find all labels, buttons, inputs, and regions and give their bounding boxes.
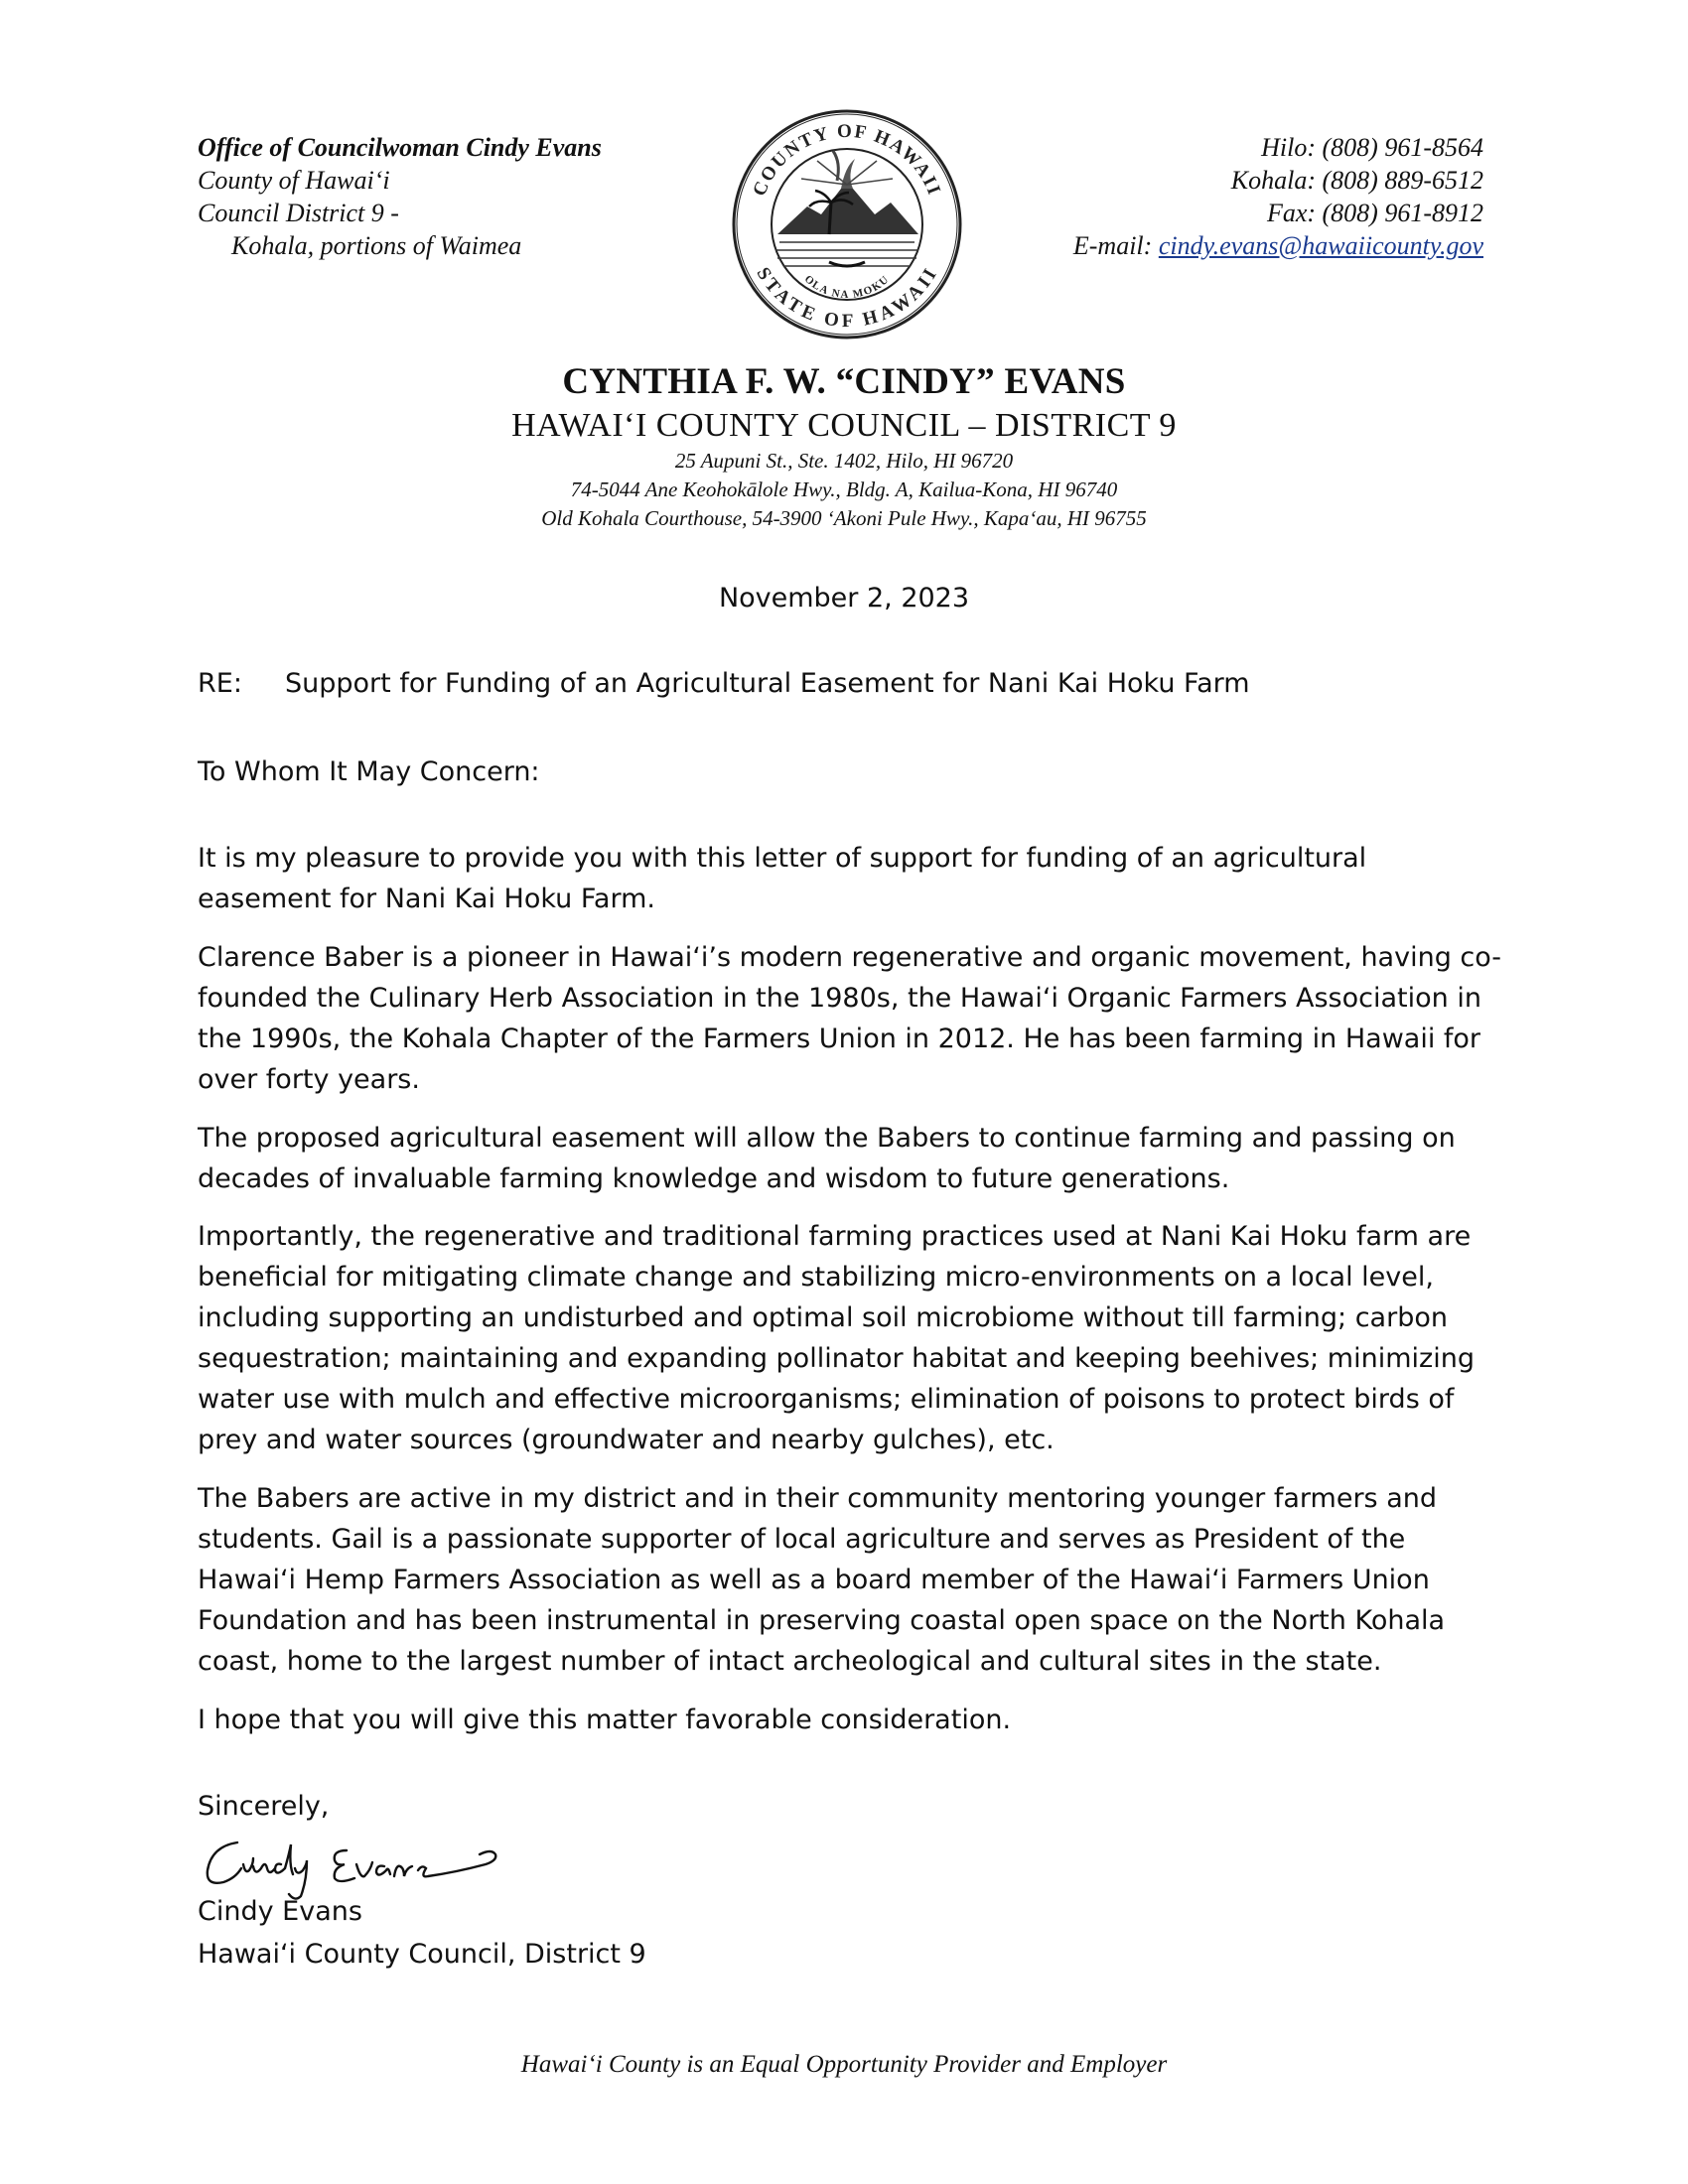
address-hilo: 25 Aupuni St., Ste. 1402, Hilo, HI 96720	[674, 449, 1014, 473]
re-line	[198, 663, 1508, 704]
kohala-phone: Kohala: (808) 889-6512	[1230, 166, 1483, 195]
re-subject: Support for Funding of an Agricultural Easement for Nani Kai Hoku Farm	[285, 668, 1250, 699]
footer-statement: Hawaiʻi County is an Equal Opportunity Provider and Employer	[520, 2051, 1168, 2078]
paragraph: Clarence Baber is a pioneer in Hawaiʻi’s modern regenerative and organic movement, having co-founded the Culinary Herb Association in the 1980s, the Hawaiʻi Organic Farmers Association in the 1990s, the Kohala Chapter of the Farmers Union in 2012. He has been farming in Hawaii for over forty years.	[198, 942, 1502, 1095]
address-kona: 74-5044 Ane Keohokālole Hwy., Bldg. A, Kailua-Kona, HI 96740	[570, 478, 1118, 501]
office-name: Office of Councilwoman Cindy Evans	[198, 133, 602, 162]
address-kohala: Old Kohala Courthouse, 54-3900 ʻAkoni Pule Hwy., Kapaʻau, HI 96755	[541, 506, 1147, 530]
seal-motto: OLA NA MOKU	[801, 273, 893, 302]
district-line: Council District 9 -	[198, 199, 399, 227]
email-line	[927, 229, 1483, 262]
svg-text:OLA NA MOKU	[802, 273, 892, 301]
letterhead	[0, 359, 1688, 533]
letter-date: November 2, 2023	[718, 583, 970, 614]
signer-name: Cindy Evans	[198, 1896, 362, 1927]
councilmember-name: CYNTHIA F. W. “CINDY” EVANS	[562, 361, 1126, 402]
hilo-phone: Hilo: (808) 961-8564	[1261, 133, 1483, 162]
seal-bottom-text: STATE OF HAWAII	[752, 263, 942, 332]
paragraph: The proposed agricultural easement will allow the Babers to continue farming and passing on decades of invaluable farming knowledge and wisdom to future generations.	[198, 1123, 1456, 1194]
signer-title: Hawaiʻi County Council, District 9	[198, 1939, 646, 1970]
contact-info	[927, 131, 1483, 262]
county-name: County of Hawaiʻi	[198, 166, 390, 195]
fax-number: Fax: (808) 961-8912	[1266, 199, 1483, 227]
paragraph: I hope that you will give this matter favorable consideration.	[198, 1705, 1012, 1735]
closing: Sincerely,	[198, 1791, 330, 1822]
salutation: To Whom It May Concern:	[198, 756, 540, 787]
seal-top-text: COUNTY OF HAWAII	[749, 120, 945, 200]
paragraph: It is my pleasure to provide you with this letter of support for funding of an agricultural easement for Nani Kai Hoku Farm.	[198, 843, 1367, 914]
office-info	[198, 131, 714, 262]
re-label: RE:	[198, 668, 242, 699]
council-title: HAWAIʻI COUNTY COUNCIL – DISTRICT 9	[511, 407, 1177, 444]
district-area: Kohala, portions of Waimea	[231, 231, 522, 260]
email-label: E-mail:	[1072, 231, 1159, 260]
paragraph: The Babers are active in my district and in their community mentoring younger farmers and students. Gail is a passionate supporter of local agriculture and serves as President of the Hawaiʻi Hemp Farmers Association as well as a board member of the Hawaiʻi Farmers Union Foundation and has been instrumental in preserving coastal open space on the North Kohala coast, home to the largest number of intact archeological and cultural sites in the state.	[198, 1483, 1446, 1677]
email-link[interactable]: cindy.evans@hawaiicounty.gov	[1158, 231, 1483, 260]
paragraph: Importantly, the regenerative and traditional farming practices used at Nani Kai Hoku farm are beneficial for mitigating climate change and stabilizing micro-environments on a local level, including supporting an undisturbed and optimal soil microbiome without till farming; carbon sequestration; maintaining and expanding pollinator habitat and keeping beehives; minimizing water use with mulch and effective microorganisms; elimination of poisons to protect birds of prey and water sources (groundwater and nearby gulches), etc.	[198, 1221, 1475, 1455]
